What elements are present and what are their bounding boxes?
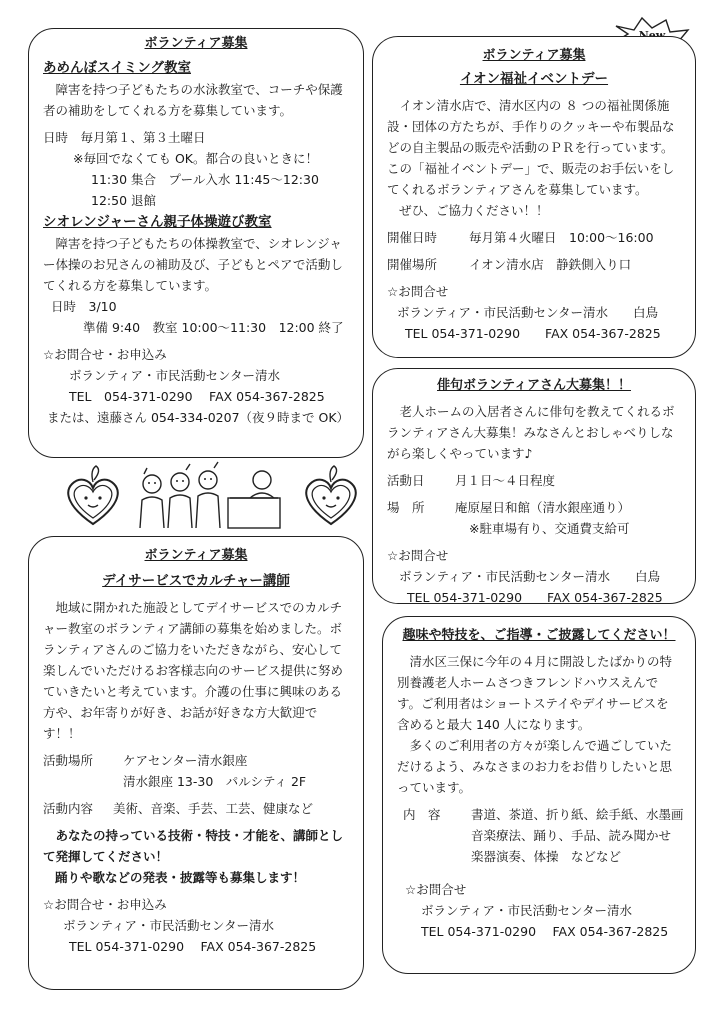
row-key: 活動日 [387, 473, 425, 488]
event-date-row [387, 227, 681, 248]
row-value: イオン清水店 静鉄側入り口 [469, 257, 632, 272]
section-title: あめんぼスイミング教室 [43, 60, 191, 76]
notice-header: 俳句ボランティアさん大募集！！ [437, 378, 631, 393]
contact-heading: ☆お問合せ・お申込み [43, 347, 167, 362]
seniors-singing-illustration [130, 458, 290, 530]
row-value: 清水銀座 13-30 パルシティ 2F [123, 774, 307, 789]
contact-org: ボランティア・市民活動センター清水 白鳥 [397, 305, 659, 320]
schedule-time: 準備 9:40 教室 10:00～11:30 12:00 終了 [83, 320, 344, 335]
row-value: ※駐車場有り、交通費支給可 [469, 521, 630, 536]
contact-heading: ☆お問合せ [387, 284, 449, 299]
activity-place-row [43, 750, 349, 771]
call-to-action: 踊りや歌などの発表・披露等も募集します！ [55, 870, 306, 885]
notice-body: 多くのご利用者の方々が楽しんで過ごしていただけるよう、みなさまのお力をお借りしたいと思っています。 [397, 738, 673, 795]
row-key: 開催日時 [387, 230, 438, 245]
schedule-time: 11:30 集合 プール入水 11:45～12:30 [91, 172, 319, 187]
row-value: 楽器演奏、体操 などなど [471, 849, 622, 864]
row-value: ケアセンター清水銀座 [123, 753, 248, 768]
row-value: 書道、茶道、折り紙、絵手紙、水墨画 [471, 807, 684, 822]
content-row [397, 825, 681, 846]
row-value: 庵原屋日和館（清水銀座通り） [455, 500, 631, 515]
notice-swimming-gym [28, 28, 364, 458]
content-row [397, 804, 684, 825]
activity-place-note-row [387, 518, 681, 539]
heart-right-illustration [296, 462, 366, 532]
activity-day-row [387, 470, 681, 491]
notice-hobbies [382, 616, 696, 974]
call-to-action: あなたの持っている技術・特技・才能を、講師として発揮してください！ [43, 828, 344, 864]
row-key: 開催場所 [387, 257, 438, 272]
row-value: 美術、音楽、手芸、工芸、健康など [113, 801, 314, 816]
contact-phone: TEL 054-371-0290 FAX 054-367-2825 [421, 924, 669, 939]
section-body: 障害を持つ子どもたちの水泳教室で、コーチや保護者の補助をしてくれる方を募集しています。 [43, 82, 343, 118]
notice-body: 地域に開かれた施設としてデイサービスでのカルチャー教室のボランティア講師の募集を始めました。ボランティアさんのご協力をいただきながら、安心して楽しんでいただけるお客様志向のサービス提供に努めていきたいと考えています。介護の仕事に興味のある方や、お年寄りが好き、お話が好きな方大歓迎です！！ [43, 600, 344, 741]
activity-place-row [387, 497, 681, 518]
row-key: 活動内容 [43, 801, 94, 816]
section-title: シオレンジャーさん親子体操遊び教室 [43, 214, 272, 230]
notice-haiku [372, 368, 696, 604]
schedule-date: 日時 3/10 [51, 299, 117, 314]
notice-header: 趣味や特技を、ご指導・ご披露してください！ [402, 628, 676, 643]
contact-org: ボランティア・市民活動センター清水 [63, 918, 275, 933]
contact-heading: ☆お問合せ [387, 548, 449, 563]
content-row [397, 846, 681, 867]
section-body: 障害を持つ子どもたちの体操教室で、シオレンジャー体操のお兄さんの補助及び、子どもとペアで活動してくれる方を募集しています。 [43, 236, 343, 293]
notice-header: ボランティア募集 [144, 36, 248, 51]
row-value: 月１日～４日程度 [455, 473, 556, 488]
event-place-row [387, 254, 681, 275]
activity-content-row [43, 798, 349, 819]
notice-body: 清水区三保に今年の４月に開設したばかりの特別養護老人ホームさつきフレンドハウスえんです。ご利用者はショートステイやデイサービスを含めると最大 140 人になります。 [397, 654, 673, 732]
notice-ask: ぜひ、ご協力ください！！ [399, 203, 549, 218]
row-value: 音楽療法、踊り、手品、読み聞かせ [471, 828, 672, 843]
notice-title: イオン福祉イベントデー [459, 71, 609, 87]
contact-phone: TEL 054-371-0290 FAX 054-367-2825 [407, 590, 663, 605]
notice-header: ボランティア募集 [144, 548, 248, 563]
schedule-note: ※毎回でなくても OK。都合の良いときに！ [73, 151, 318, 166]
heart-left-illustration [58, 462, 128, 532]
contact-alt: または、遠藤さん 054-334-0207（夜９時まで OK） [47, 410, 350, 425]
notice-body: 老人ホームの入居者さんに俳句を教えてくれるボランティアさん大募集！みなさんとおしゃべりしながら楽しくやっています♪ [387, 404, 675, 461]
notice-aeon-event [372, 36, 696, 358]
row-key: 場 所 [387, 500, 425, 515]
contact-heading: ☆お問合せ [405, 882, 467, 897]
row-key: 活動場所 [43, 753, 94, 768]
contact-phone: TEL 054-371-0290 FAX 054-367-2825 [69, 389, 325, 404]
contact-org: ボランティア・市民活動センター清水 [69, 368, 281, 383]
notice-header: ボランティア募集 [482, 48, 586, 63]
contact-org: ボランティア・市民活動センター清水 [421, 903, 633, 918]
notice-title: デイサービスでカルチャー講師 [102, 573, 290, 589]
schedule-date: 日時 毎月第１、第３土曜日 [43, 130, 206, 145]
contact-phone: TEL 054-371-0290 FAX 054-367-2825 [405, 326, 661, 341]
contact-phone: TEL 054-371-0290 FAX 054-367-2825 [69, 939, 317, 954]
row-value: 毎月第４火曜日 10:00～16:00 [469, 230, 654, 245]
notice-day-service [28, 536, 364, 990]
schedule-time: 12:50 退館 [91, 193, 156, 208]
contact-heading: ☆お問合せ・お申込み [43, 897, 167, 912]
notice-body: イオン清水店で、清水区内の ８ つの福祉関係施設・団体の方たちが、手作りのクッキーや布製品などの自主製品の販売や活動のＰＲを行っています。この「福祉イベントデー」で、販売のお手伝いをしてくれるボランティアさんを募集しています。 [387, 98, 675, 197]
contact-org: ボランティア・市民活動センター清水 白鳥 [399, 569, 661, 584]
activity-place-row [43, 771, 349, 792]
row-key: 内 容 [403, 807, 441, 822]
